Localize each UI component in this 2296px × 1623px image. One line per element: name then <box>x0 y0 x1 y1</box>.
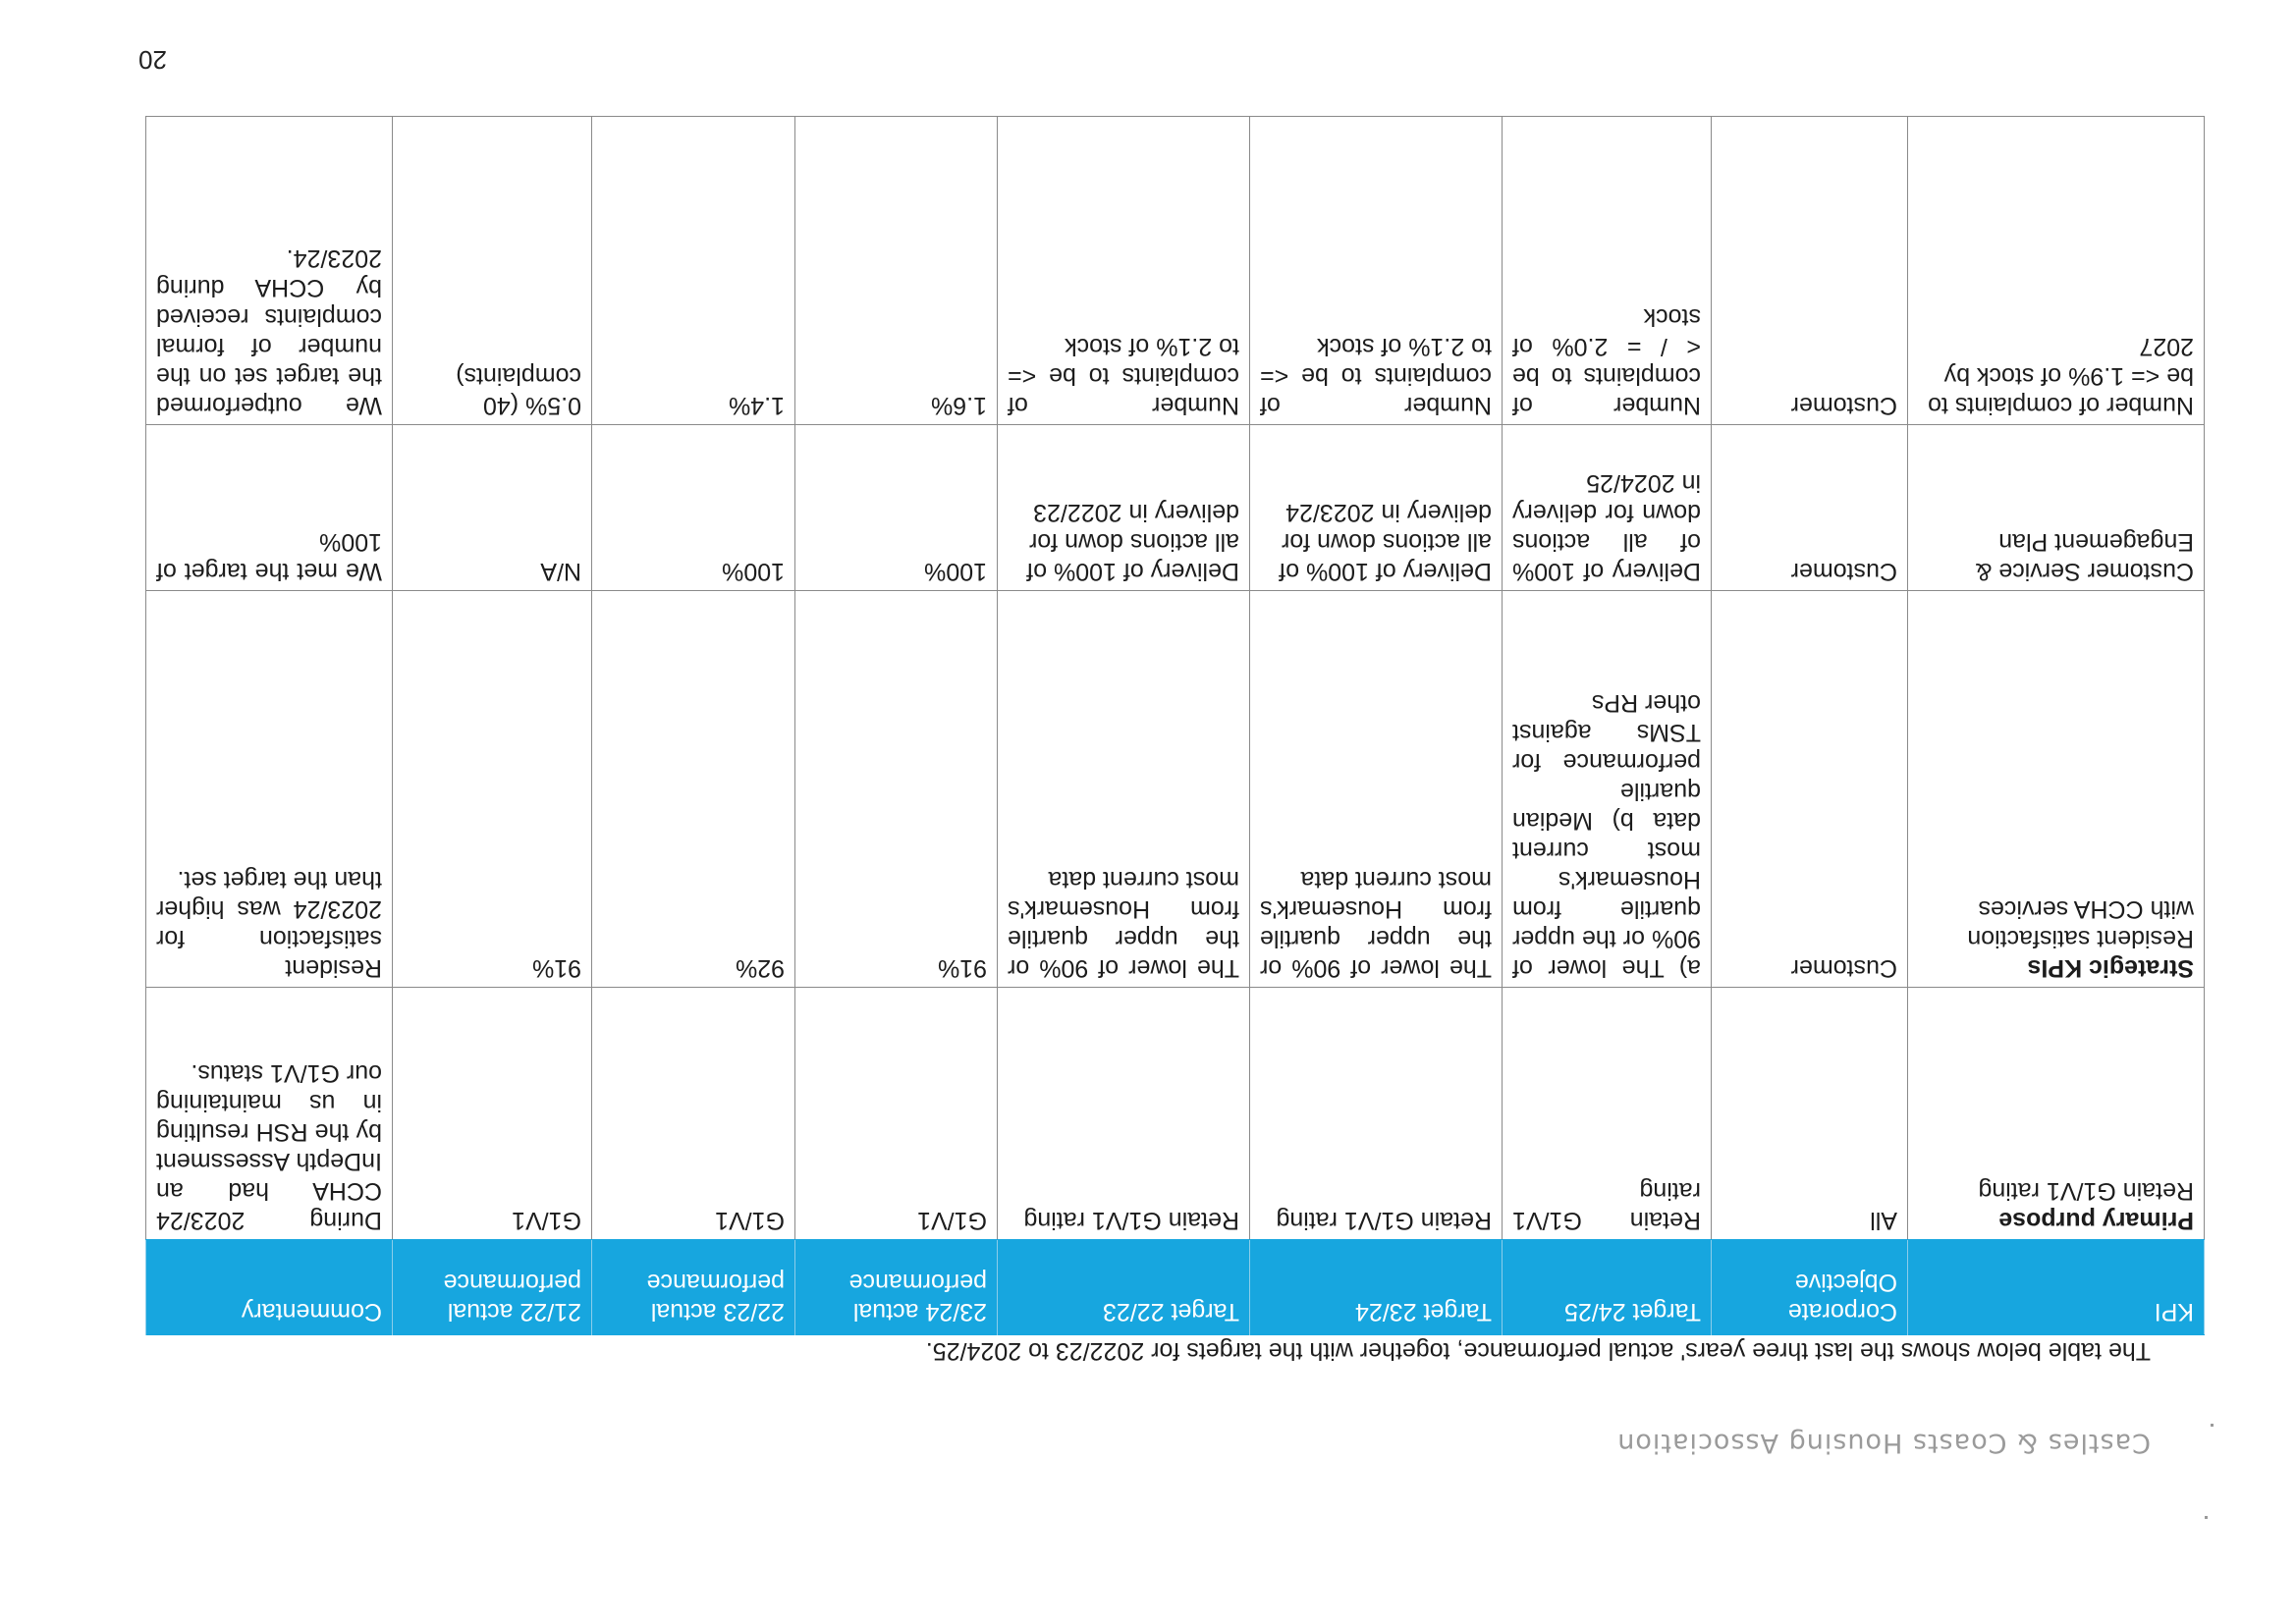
header-actual-21-22: 21/22 actual performance <box>393 1240 592 1335</box>
table-row <box>146 988 2205 1240</box>
commentary-cell: During 2023/24 CCHA had an InDepth Assessment by the RSH resulting in us maintaining our G1/V1 status. <box>146 988 393 1240</box>
actual-23-24-cell: 100% <box>795 425 998 591</box>
actual-21-22-cell: G1/V1 <box>393 988 592 1240</box>
kpi-text: Number of complaints to be <= 1.9% of stock by 2027 <box>1928 333 2194 419</box>
kpi-cell <box>1908 988 2205 1240</box>
target-24-25-cell: Number of complaints to be < / = 2.0% of stock <box>1503 117 1712 425</box>
scan-speck <box>2211 1424 2214 1427</box>
actual-23-24-cell: 1.6% <box>795 117 998 425</box>
kpi-text: Resident satisfaction with CCHA services <box>1967 895 2194 952</box>
target-24-25-cell: a) The lower of 90% or the upper quartile from Housemark's most current data b) Median quartile performance for TSMs against other RPs <box>1503 591 1712 988</box>
commentary-cell: Resident satisfaction for 2023/24 was higher than the target set. <box>146 591 393 988</box>
actual-23-24-cell: G1/V1 <box>795 988 998 1240</box>
target-22-23-cell: Number of complaints to be <= to 2.1% of stock <box>998 117 1250 425</box>
actual-22-23-cell: 92% <box>592 591 795 988</box>
actual-21-22-cell: 0.5% (40 complaints) <box>393 117 592 425</box>
target-24-25-cell: Delivery of 100% of all actions down for delivery in 2024/25 <box>1503 425 1712 591</box>
table-header-row <box>146 1240 2205 1335</box>
kpi-text: Customer Service & Engagement Plan <box>1975 528 2194 585</box>
target-22-23-cell: Delivery of 100% of all actions down for delivery in 2022/23 <box>998 425 1250 591</box>
actual-22-23-cell: 1.4% <box>592 117 795 425</box>
objective-cell: Customer <box>1712 425 1908 591</box>
objective-cell: Customer <box>1712 591 1908 988</box>
header-corporate-objective: Corporate Objective <box>1712 1240 1908 1335</box>
target-22-23-cell: Retain G1/V1 rating <box>998 988 1250 1240</box>
actual-22-23-cell: G1/V1 <box>592 988 795 1240</box>
objective-cell: All <box>1712 988 1908 1240</box>
header-target-24-25: Target 24/25 <box>1503 1240 1712 1335</box>
target-23-24-cell: The lower of 90% or the upper quartile from Housemark's most current data <box>1250 591 1503 988</box>
actual-23-24-cell: 91% <box>795 591 998 988</box>
table-row <box>146 425 2205 591</box>
table-row <box>146 591 2205 988</box>
objective-cell: Customer <box>1712 117 1908 425</box>
target-23-24-cell: Retain G1/V1 rating <box>1250 988 1503 1240</box>
target-22-23-cell: The lower of 90% or the upper quartile from Housemark's most current data <box>998 591 1250 988</box>
kpi-cell <box>1908 425 2205 591</box>
organisation-name: Castles & Coasts Housing Association <box>1616 1428 2151 1458</box>
kpi-cell <box>1908 117 2205 425</box>
table-intro: The table below shows the last three years' actual performance, together with the targets for 2022/23 to 2024/25. <box>925 1337 2151 1365</box>
section-heading: Primary purpose <box>1998 1207 2194 1234</box>
kpi-table <box>145 116 2205 1335</box>
header-target-23-24: Target 23/24 <box>1250 1240 1503 1335</box>
page-number: 20 <box>138 45 167 75</box>
actual-21-22-cell: N/A <box>393 425 592 591</box>
scan-speck <box>2205 1516 2208 1519</box>
table-row <box>146 117 2205 425</box>
target-24-25-cell: Retain G1/V1 rating <box>1503 988 1712 1240</box>
kpi-cell <box>1908 591 2205 988</box>
target-23-24-cell: Number of complaints to be <= to 2.1% of stock <box>1250 117 1503 425</box>
commentary-cell: We met the target of 100% <box>146 425 393 591</box>
header-kpi: KPI <box>1908 1240 2205 1335</box>
header-commentary: Commentary <box>146 1240 393 1335</box>
commentary-cell: We outperformed the target set on the number of formal complaints received by CCHA during 2023/24. <box>146 117 393 425</box>
actual-22-23-cell: 100% <box>592 425 795 591</box>
header-target-22-23: Target 22/23 <box>998 1240 1250 1335</box>
section-heading: Strategic KPIs <box>2027 954 2194 982</box>
target-23-24-cell: Delivery of 100% of all actions down for delivery in 2023/24 <box>1250 425 1503 591</box>
header-actual-22-23: 22/23 actual performance <box>592 1240 795 1335</box>
kpi-text: Retain G1/V1 rating <box>1978 1177 2194 1205</box>
actual-21-22-cell: 91% <box>393 591 592 988</box>
header-actual-23-24: 23/24 actual performance <box>795 1240 998 1335</box>
